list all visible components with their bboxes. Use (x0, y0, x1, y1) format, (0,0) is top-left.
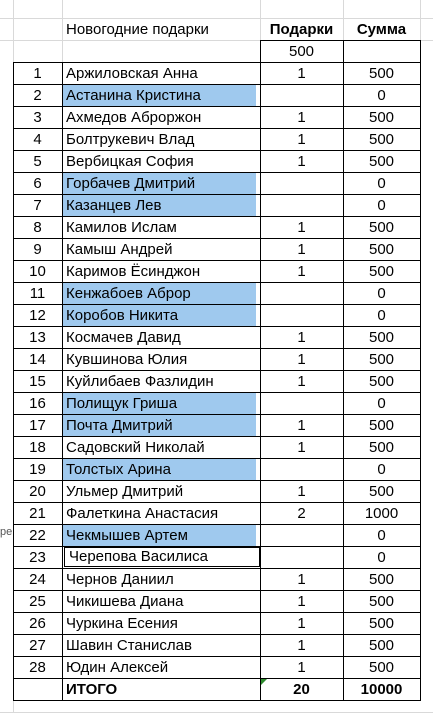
column-header-gifts[interactable]: Подарки (269, 21, 334, 38)
student-name-cell[interactable]: Казанцев Лев (62, 195, 256, 216)
gifts-cell[interactable]: 1 (297, 417, 306, 434)
gifts-cell[interactable] (260, 459, 343, 480)
gifts-cell[interactable]: 1 (297, 615, 306, 632)
row-number-cell[interactable]: 9 (33, 241, 42, 258)
gifts-cell[interactable] (260, 195, 343, 216)
border-line (13, 678, 421, 679)
gifts-cell[interactable]: 1 (297, 373, 306, 390)
border-line (13, 106, 421, 107)
row-number-cell[interactable]: 21 (29, 505, 46, 522)
student-name-cell[interactable]: Шавин Станислав (66, 637, 192, 654)
border-line (13, 414, 421, 415)
unit-price-cell[interactable]: 500 (288, 43, 315, 60)
gifts-cell[interactable]: 1 (297, 439, 306, 456)
border-line (13, 700, 421, 701)
gifts-cell[interactable]: 1 (297, 593, 306, 610)
border-line (260, 40, 261, 62)
student-name-cell[interactable]: Каримов Ёсинджон (66, 263, 201, 280)
student-name-cell[interactable]: Коробов Никита (62, 305, 256, 326)
border-line (13, 546, 421, 547)
student-name-cell[interactable]: Юдин Алексей (66, 659, 169, 676)
sum-cell[interactable]: 500 (368, 153, 395, 170)
border-line (343, 40, 344, 62)
gifts-cell[interactable] (260, 393, 343, 414)
student-name-cell[interactable]: Кувшинова Юлия (66, 351, 188, 368)
gridline-vertical (260, 0, 261, 40)
border-line (13, 392, 421, 393)
border-line (13, 128, 421, 129)
student-name-cell[interactable]: Кенжабоев Аброр (62, 283, 256, 304)
row-number-cell[interactable]: 16 (29, 395, 46, 412)
gifts-cell[interactable] (260, 85, 343, 106)
sum-cell[interactable]: 0 (377, 461, 386, 478)
selected-name-cell[interactable]: Черепова Василиса (64, 547, 260, 567)
border-line (13, 84, 421, 85)
border-line (13, 62, 421, 63)
border-line (13, 436, 421, 437)
student-name-cell[interactable]: Камыш Андрей (66, 241, 173, 258)
sum-cell[interactable]: 0 (377, 87, 386, 104)
sum-cell[interactable]: 0 (377, 285, 386, 302)
row-number-cell[interactable]: 19 (29, 461, 46, 478)
offscreen-cell-fragment: ре (0, 526, 13, 538)
row-number-cell[interactable]: 10 (29, 263, 46, 280)
gifts-cell[interactable]: 2 (297, 505, 306, 522)
gifts-cell[interactable] (260, 283, 343, 304)
gifts-cell[interactable]: 1 (297, 153, 306, 170)
sum-cell[interactable]: 0 (377, 549, 386, 566)
border-line (13, 370, 421, 371)
sheet-title[interactable]: Новогодние подарки (66, 21, 209, 38)
gifts-cell[interactable]: 1 (297, 483, 306, 500)
row-number-cell[interactable]: 25 (29, 593, 46, 610)
sum-cell[interactable]: 500 (368, 593, 395, 610)
student-name-cell[interactable]: Фалеткина Анастасия (66, 505, 219, 522)
gifts-cell[interactable]: 1 (297, 109, 306, 126)
sum-cell[interactable]: 500 (368, 615, 395, 632)
row-number-cell[interactable]: 6 (33, 175, 42, 192)
border-line (260, 62, 261, 701)
row-number-cell[interactable]: 2 (33, 87, 42, 104)
student-name-cell[interactable]: Чекмышев Артем (62, 525, 256, 546)
border-line (420, 40, 421, 62)
student-name-cell[interactable]: Ульмер Дмитрий (66, 483, 184, 500)
sum-cell[interactable]: 500 (368, 109, 395, 126)
border-line (13, 172, 421, 173)
sum-cell[interactable]: 500 (368, 351, 395, 368)
gridline-vertical (343, 0, 344, 40)
student-name-cell[interactable]: Чикишева Диана (66, 593, 184, 610)
sum-cell[interactable]: 500 (368, 219, 395, 236)
border-line (13, 634, 421, 635)
sum-cell[interactable]: 500 (368, 131, 395, 148)
gifts-cell[interactable]: 1 (297, 571, 306, 588)
student-name-cell[interactable]: Садовский Николай (66, 439, 205, 456)
row-number-cell[interactable]: 20 (29, 483, 46, 500)
student-name-cell[interactable]: Космачев Давид (66, 329, 181, 346)
row-number-cell[interactable]: 7 (33, 197, 42, 214)
border-line (13, 260, 421, 261)
sum-cell[interactable]: 500 (368, 483, 395, 500)
sum-cell[interactable]: 500 (368, 241, 395, 258)
gifts-cell[interactable]: 1 (297, 131, 306, 148)
student-name-cell[interactable]: Аржиловская Анна (66, 65, 198, 82)
student-name-cell[interactable]: Чернов Даниил (66, 571, 174, 588)
border-line (13, 326, 421, 327)
border-line (13, 590, 421, 591)
border-line (13, 568, 421, 569)
row-number-cell[interactable]: 11 (29, 285, 46, 302)
sum-cell[interactable]: 0 (377, 527, 386, 544)
row-number-cell[interactable]: 1 (33, 65, 42, 82)
gifts-cell[interactable]: 1 (297, 659, 306, 676)
border-line (13, 304, 421, 305)
sum-cell[interactable]: 500 (368, 65, 395, 82)
border-line (260, 40, 421, 41)
student-name-cell[interactable]: Вербицкая София (66, 153, 194, 170)
student-name-cell[interactable]: Чуркина Есения (66, 615, 178, 632)
sum-cell[interactable]: 500 (368, 373, 395, 390)
sum-cell[interactable]: 1000 (364, 505, 399, 522)
student-name-cell[interactable]: Почта Дмитрий (62, 415, 256, 436)
border-line (13, 612, 421, 613)
gifts-cell[interactable]: 1 (297, 263, 306, 280)
row-number-cell[interactable]: 8 (33, 219, 42, 236)
border-line (13, 150, 421, 151)
border-line (420, 62, 421, 701)
row-number-cell[interactable]: 14 (29, 351, 46, 368)
student-name-cell[interactable]: Ахмедов Аброржон (66, 109, 202, 126)
gifts-cell[interactable]: 1 (297, 65, 306, 82)
gridline-vertical (13, 0, 14, 62)
student-name-cell[interactable]: Горбачев Дмитрий (62, 173, 256, 194)
gifts-cell[interactable]: 1 (297, 329, 306, 346)
row-number-cell[interactable]: 18 (29, 439, 46, 456)
border-line (343, 62, 344, 701)
row-number-cell[interactable]: 27 (29, 637, 46, 654)
row-number-cell[interactable]: 26 (29, 615, 46, 632)
gridline-horizontal (0, 18, 433, 19)
border-line (13, 458, 421, 459)
row-number-cell[interactable]: 12 (29, 307, 46, 324)
row-number-cell[interactable]: 3 (33, 109, 42, 126)
row-number-cell[interactable]: 23 (29, 549, 46, 566)
gifts-cell[interactable]: 1 (297, 219, 306, 236)
border-line (13, 480, 421, 481)
border-line (13, 524, 421, 525)
sum-cell[interactable]: 500 (368, 571, 395, 588)
total-gifts[interactable]: 20 (293, 681, 310, 698)
row-number-cell[interactable]: 15 (29, 373, 46, 390)
border-line (13, 216, 421, 217)
row-number-cell[interactable]: 5 (33, 153, 42, 170)
sum-cell[interactable]: 500 (368, 637, 395, 654)
row-number-cell[interactable]: 4 (33, 131, 42, 148)
border-line (13, 194, 421, 195)
row-number-cell[interactable]: 17 (29, 417, 46, 434)
gifts-cell[interactable] (260, 525, 343, 546)
sum-cell[interactable]: 500 (368, 439, 395, 456)
column-header-sum[interactable]: Сумма (356, 21, 407, 38)
sum-cell[interactable]: 0 (377, 395, 386, 412)
gifts-cell[interactable]: 1 (297, 637, 306, 654)
border-line (13, 348, 421, 349)
student-name-cell[interactable]: Астанина Кристина (62, 85, 256, 106)
sum-cell[interactable]: 500 (368, 417, 395, 434)
border-line (62, 62, 63, 701)
row-number-cell[interactable]: 24 (29, 571, 46, 588)
border-line (13, 656, 421, 657)
gifts-cell[interactable]: 1 (297, 351, 306, 368)
student-name-cell[interactable]: Толстых Арина (62, 459, 256, 480)
border-line (13, 502, 421, 503)
student-name-cell[interactable]: Камилов Ислам (66, 219, 177, 236)
gifts-cell[interactable] (260, 547, 343, 568)
gifts-cell[interactable]: 1 (297, 241, 306, 258)
border-line (13, 62, 14, 701)
border-line (13, 238, 421, 239)
student-name-cell[interactable]: Полищук Гриша (62, 393, 256, 414)
sum-cell[interactable]: 0 (377, 175, 386, 192)
student-name-cell[interactable]: Куйлибаев Фазлидин (66, 373, 214, 390)
row-number-cell[interactable]: 13 (29, 329, 46, 346)
gridline-vertical (62, 0, 63, 62)
sum-cell[interactable]: 0 (377, 197, 386, 214)
row-number-cell[interactable]: 22 (29, 527, 46, 544)
border-line (13, 282, 421, 283)
sum-cell[interactable]: 0 (377, 307, 386, 324)
total-sum[interactable]: 10000 (360, 681, 403, 698)
student-name-cell[interactable]: Болтрукевич Влад (66, 131, 195, 148)
sum-cell[interactable]: 500 (368, 329, 395, 346)
gifts-cell[interactable] (260, 305, 343, 326)
total-label[interactable]: ИТОГО (66, 681, 118, 698)
sum-cell[interactable]: 500 (368, 659, 395, 676)
row-number-cell[interactable]: 28 (29, 659, 46, 676)
gifts-cell[interactable] (260, 173, 343, 194)
gridline-vertical (420, 0, 421, 40)
sum-cell[interactable]: 500 (368, 263, 395, 280)
